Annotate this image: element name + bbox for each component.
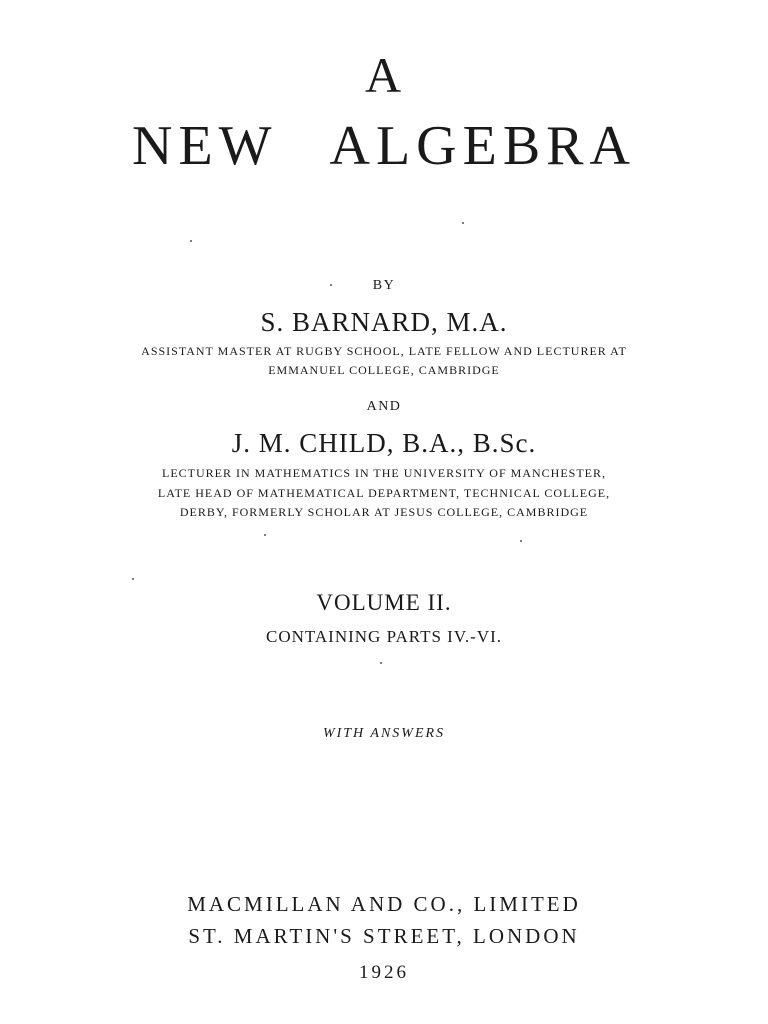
volume-label: VOLUME II. [316,590,452,615]
author-2-affiliation-line-2: LATE HEAD OF MATHEMATICAL DEPARTMENT, TECHNICAL COLLEGE, [157,486,611,500]
scan-speck [190,240,192,242]
publication-year: 1926 [359,962,409,983]
author-1-affiliation-line-1: ASSISTANT MASTER AT RUGBY SCHOOL, LATE FELLOW AND LECTURER AT [141,344,627,358]
scan-speck [264,534,266,536]
title-article: A [364,47,404,103]
author-2-name: J. M. CHILD, B.A., B.Sc. [231,428,537,458]
author-2-affiliation-line-1: LECTURER IN MATHEMATICS IN THE UNIVERSITY OF MANCHESTER, [161,466,606,480]
book-title [0,115,768,177]
title-word-algebra: ALGEBRA [329,115,636,177]
title-word-new: NEW [132,115,278,177]
publisher-name: MACMILLAN AND CO., LIMITED [187,892,581,916]
scan-speck [462,222,464,224]
with-answers-label: WITH ANSWERS [322,726,446,741]
scan-speck [132,578,134,580]
scan-speck [380,662,382,664]
parts-label: CONTAINING PARTS IV.-VI. [265,627,503,646]
author-1-name: S. BARNARD, M.A. [260,307,508,337]
publisher-address: ST. MARTIN'S STREET, LONDON [188,924,580,948]
author-1-affiliation-line-2: EMMANUEL COLLEGE, CAMBRIDGE [268,363,500,377]
author-2-affiliation-line-3: DERBY, FORMERLY SCHOLAR AT JESUS COLLEGE, CAMBRIDGE [179,505,589,519]
scan-speck [330,284,332,286]
by-label: BY [372,278,396,293]
and-label: AND [366,399,402,414]
scan-speck [520,540,522,542]
